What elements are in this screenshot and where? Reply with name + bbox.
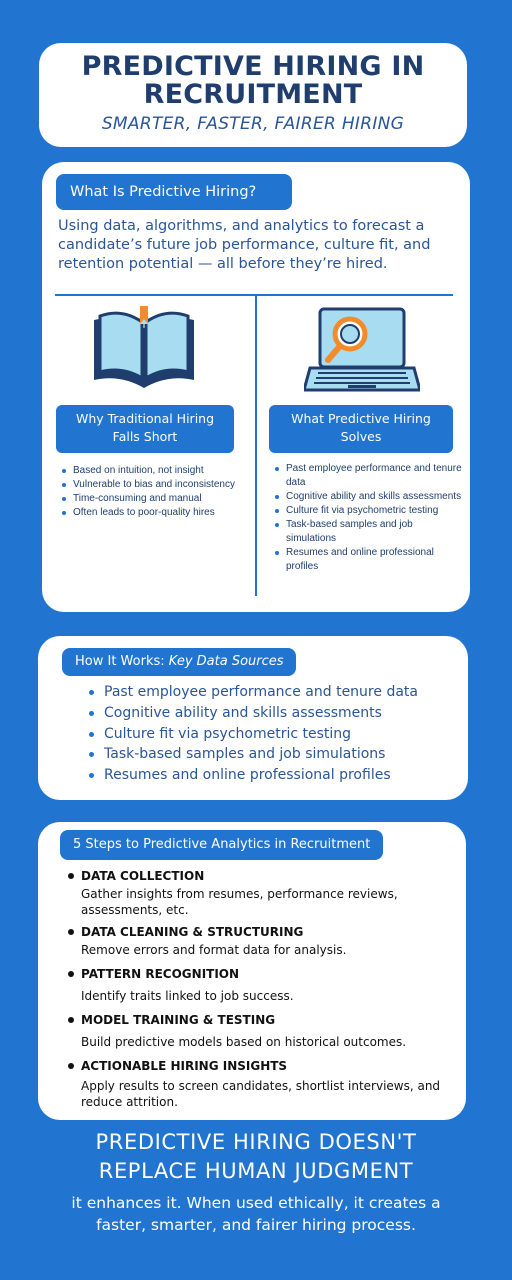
how-it-works-heading: How It Works: Key Data Sources [62, 648, 296, 676]
list-item: Vulnerable to bias and inconsistency [60, 478, 246, 492]
step-description: Remove errors and format data for analysis. [81, 943, 347, 957]
list-item: Cognitive ability and skills assessments [273, 490, 463, 504]
step-title: MODEL TRAINING & TESTING [68, 1012, 458, 1028]
predictive-solutions-list [273, 462, 463, 574]
list-item: Often leads to poor-quality hires [60, 506, 246, 520]
step-description: Build predictive models based on historical outcomes. [81, 1035, 407, 1049]
step-title: DATA CLEANING & STRUCTURING [68, 924, 458, 940]
list-item: Task-based samples and job simulations [273, 518, 463, 546]
header-card [39, 43, 467, 147]
list-item: Past employee performance and tenure data [86, 682, 466, 703]
why-traditional-heading: Why Traditional Hiring Falls Short [56, 405, 234, 453]
traditional-problems-list [60, 464, 246, 520]
open-book-icon [90, 304, 198, 394]
step-description: Gather insights from resumes, performance reviews, assessments, etc. [81, 887, 398, 917]
list-item: Time-consuming and manual [60, 492, 246, 506]
list-item: Culture fit via psychometric testing [86, 724, 466, 745]
list-item: Task-based samples and job simulations [86, 744, 466, 765]
what-is-description: Using data, algorithms, and analytics to forecast a candidate’s future job performance, culture fit, and retention potential — all before they’re hired. [58, 218, 431, 272]
data-sources-list [86, 682, 466, 786]
step-description: Identify traits linked to job success. [81, 989, 294, 1003]
step-item [68, 1058, 458, 1110]
page-title: PREDICTIVE HIRING IN RECRUITMENT [81, 51, 425, 110]
steps-heading: 5 Steps to Predictive Analytics in Recruitment [60, 830, 383, 860]
what-is-card [42, 162, 470, 612]
step-title: DATA COLLECTION [68, 868, 458, 884]
step-description: Apply results to screen candidates, shortlist interviews, and reduce attrition. [81, 1079, 441, 1109]
step-item [68, 868, 458, 918]
how-it-works-card [38, 636, 468, 800]
what-predictive-solves-heading: What Predictive Hiring Solves [269, 405, 453, 453]
list-item: Resumes and online professional profiles [273, 546, 463, 574]
horizontal-divider [55, 294, 453, 296]
footer-headline: PREDICTIVE HIRING DOESN'T REPLACE HUMAN JUDGMENT [95, 1130, 417, 1183]
what-is-heading: What Is Predictive Hiring? [56, 174, 292, 210]
step-item [68, 924, 458, 958]
step-title: PATTERN RECOGNITION [68, 966, 458, 982]
list-item: Based on intuition, not insight [60, 464, 246, 478]
footer-body: it enhances it. When used ethically, it creates a faster, smarter, and fairer hiring process. [71, 1194, 441, 1234]
list-item: Cognitive ability and skills assessments [86, 703, 466, 724]
step-title: ACTIONABLE HIRING INSIGHTS [68, 1058, 458, 1074]
vertical-divider [255, 296, 257, 596]
list-item: Resumes and online professional profiles [86, 765, 466, 786]
laptop-magnifier-icon [304, 306, 420, 394]
list-item: Past employee performance and tenure data [273, 462, 463, 490]
steps-card [38, 822, 466, 1120]
list-item: Culture fit via psychometric testing [273, 504, 463, 518]
step-item [68, 966, 458, 1004]
page-subtitle: SMARTER, FASTER, FAIRER HIRING [101, 114, 405, 134]
step-item [68, 1012, 458, 1050]
